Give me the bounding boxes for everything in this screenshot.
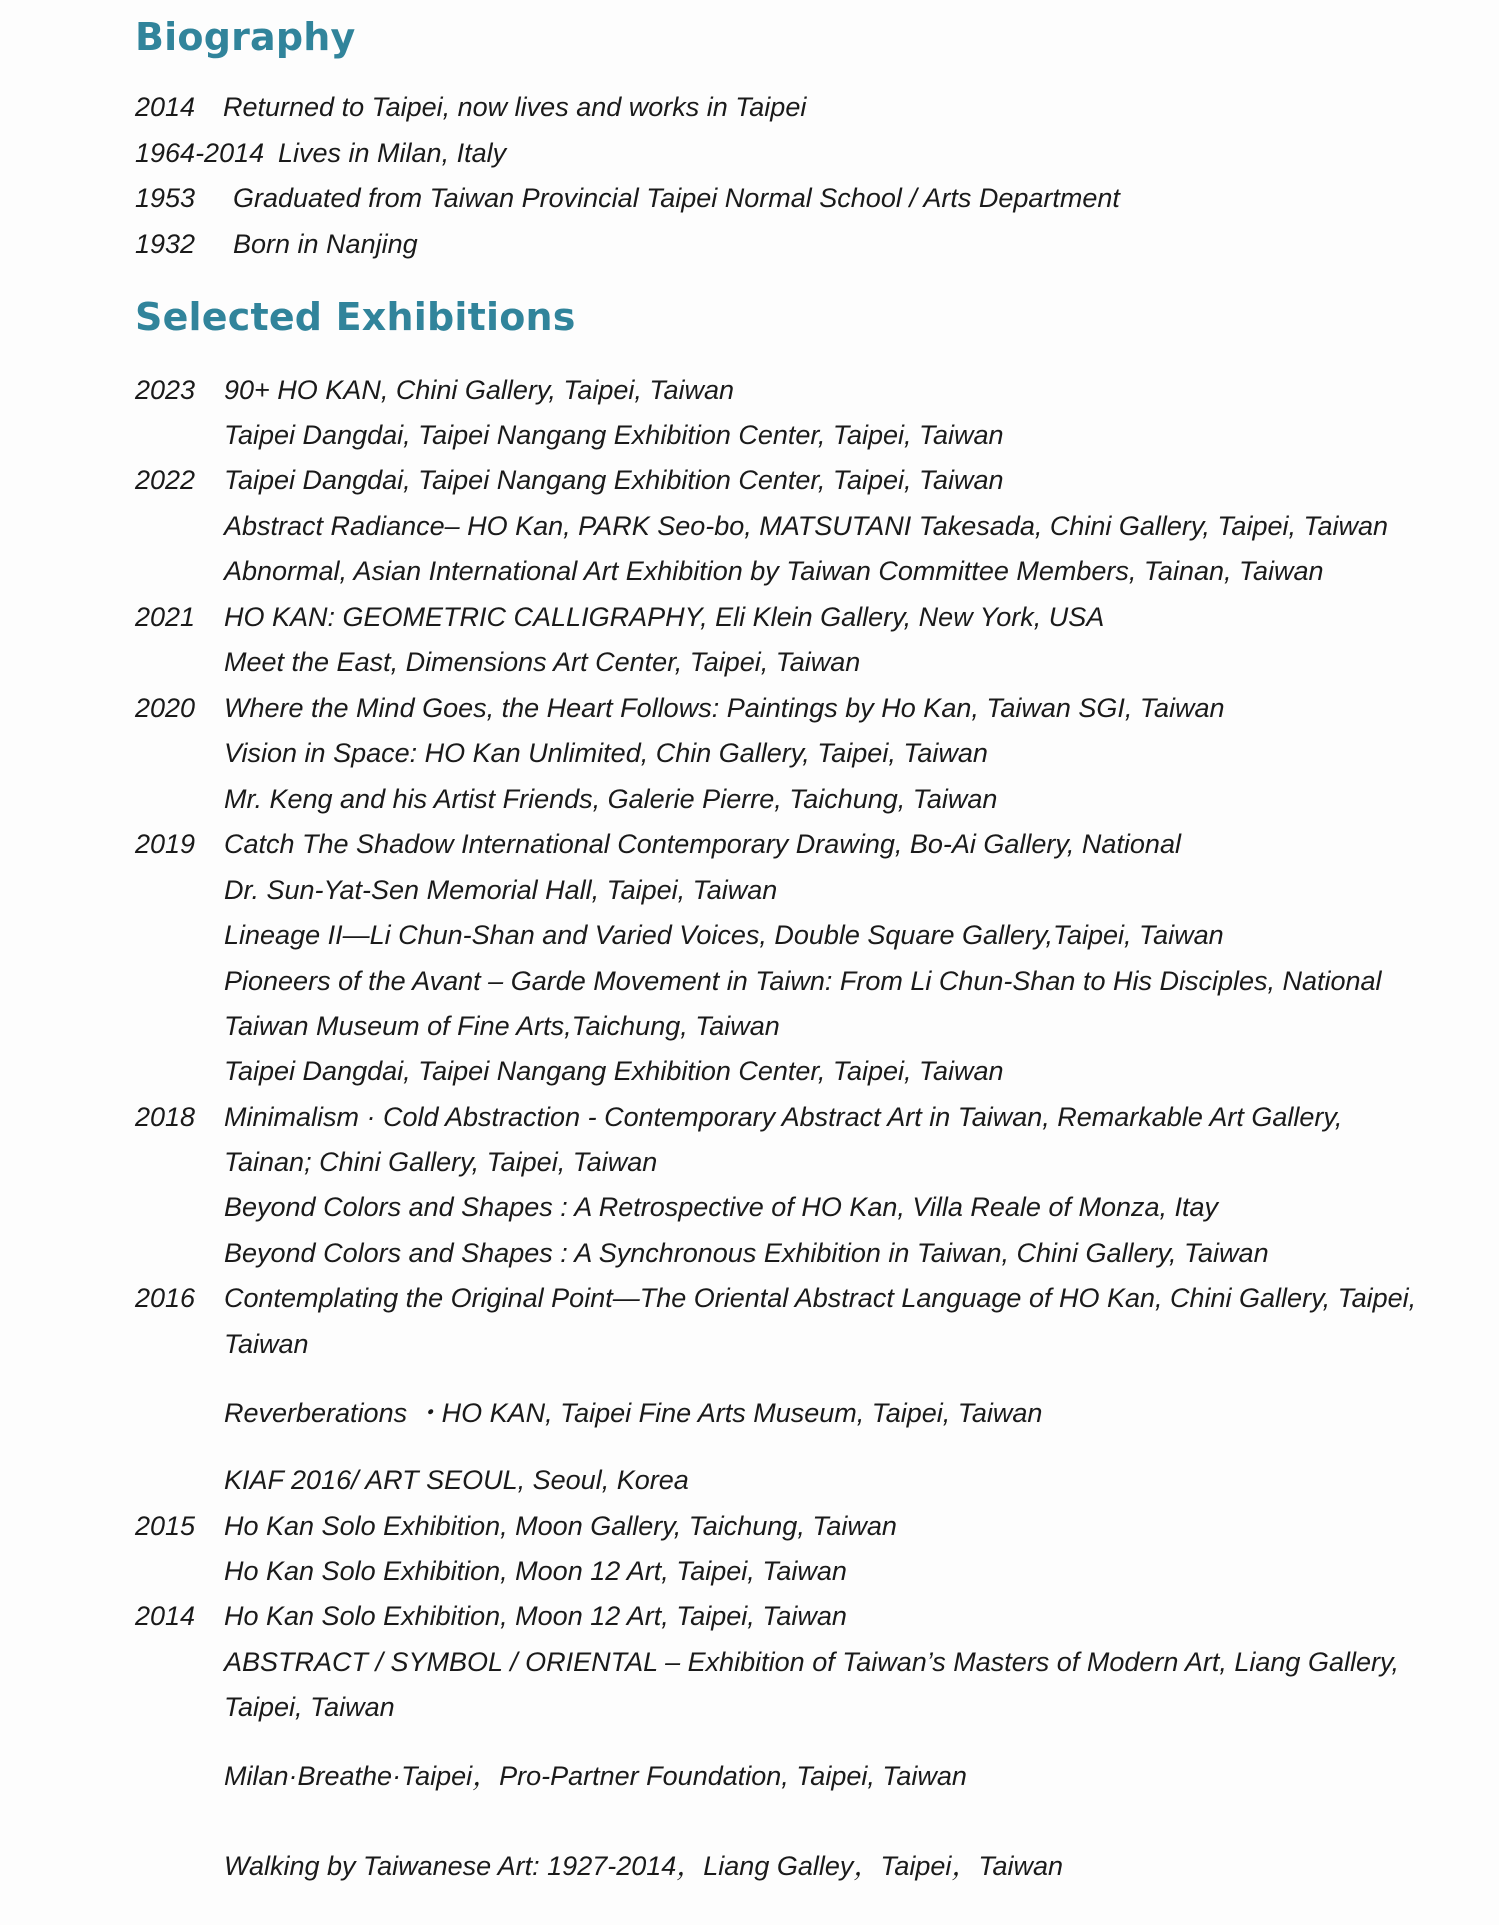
exh-line: Abnormal, Asian International Art Exhibition by Taiwan Committee Members, Tainan, Taiwan [224,556,1324,586]
exh-line: Catch The Shadow International Contemporary Drawing, Bo-Ai Gallery, National [224,829,1181,859]
biography-heading: Biography [135,15,356,59]
exh-line: Abstract Radiance– HO Kan, PARK Seo-bo, MATSUTANI Takesada, Chini Gallery, Taipei, Taiwan [224,511,1389,541]
exh-year: 2015 [135,1511,196,1541]
exh-line: Pioneers of the Avant – Garde Movement in Taiwn: From Li Chun-Shan to His Disciples, National [224,966,1382,996]
exh-line: Vision in Space: HO Kan Unlimited, Chin Gallery, Taipei, Taiwan [224,738,988,768]
exh-line: Tainan; Chini Gallery, Taipei, Taiwan [224,1147,658,1177]
bio-year: 1932 [135,229,196,259]
bio-year: 1953 [135,183,196,213]
exh-line: Lineage II—Li Chun-Shan and Varied Voices, Double Square Gallery,Taipei, Taiwan [224,920,1224,950]
exh-line: Taipei Dangdai, Taipei Nangang Exhibition Center, Taipei, Taiwan [224,420,1004,450]
exh-line: Ho Kan Solo Exhibition, Moon 12 Art, Taipei, Taiwan [224,1601,847,1631]
exh-year: 2018 [135,1102,196,1132]
exh-year: 2022 [135,465,196,495]
exh-line: Where the Mind Goes, the Heart Follows: Paintings by Ho Kan, Taiwan SGI, Taiwan [224,693,1225,723]
exh-line: Taiwan Museum of Fine Arts,Taichung, Taiwan [224,1011,780,1041]
exh-line: Minimalism · Cold Abstraction - Contemporary Abstract Art in Taiwan, Remarkable Art Gallery, [224,1102,1343,1132]
exh-line: Taipei, Taiwan [224,1692,395,1722]
bio-text: Born in Nanjing [233,229,418,259]
exh-year: 2019 [135,829,196,859]
exh-year: 2014 [135,1601,196,1631]
exh-line: Milan·Breathe·Taipei，Pro-Partner Foundation, Taipei, Taiwan [224,1761,967,1791]
exh-year: 2020 [135,693,196,723]
exh-line: Meet the East, Dimensions Art Center, Taipei, Taiwan [224,647,861,677]
exh-line: HO KAN: GEOMETRIC CALLIGRAPHY, Eli Klein Gallery, New York, USA [224,602,1105,632]
exh-line: Reverberations ・HO KAN, Taipei Fine Arts Museum, Taipei, Taiwan [224,1398,1043,1428]
bio-text: Returned to Taipei, now lives and works in Taipei [223,92,807,122]
exh-year: 2023 [135,375,196,405]
exh-line: Contemplating the Original Point—The Oriental Abstract Language of HO Kan, Chini Gallery, Taipei, [224,1283,1417,1313]
exh-year: 2016 [135,1283,196,1313]
exh-year: 2021 [135,602,196,632]
bio-text: Lives in Milan, Italy [278,138,507,168]
exh-line: Ho Kan Solo Exhibition, Moon 12 Art, Taipei, Taiwan [224,1556,847,1586]
exh-line: Mr. Keng and his Artist Friends, Galerie Pierre, Taichung, Taiwan [224,784,998,814]
exh-line: Taipei Dangdai, Taipei Nangang Exhibition Center, Taipei, Taiwan [224,1056,1004,1086]
exh-line: Ho Kan Solo Exhibition, Moon Gallery, Taichung, Taiwan [224,1511,897,1541]
bio-year: 1964-2014 [135,138,265,168]
exhibitions-heading: Selected Exhibitions [135,295,576,339]
bio-text: Graduated from Taiwan Provincial Taipei Normal School / Arts Department [233,183,1120,213]
exh-line: Taiwan [224,1329,309,1359]
exh-line: ABSTRACT / SYMBOL / ORIENTAL – Exhibition of Taiwan’s Masters of Modern Art, Liang Gallery, [224,1647,1399,1677]
exh-line: KIAF 2016/ ART SEOUL, Seoul, Korea [224,1465,689,1495]
exh-line: Taipei Dangdai, Taipei Nangang Exhibition Center, Taipei, Taiwan [224,465,1004,495]
exh-line: 90+ HO KAN, Chini Gallery, Taipei, Taiwan [224,375,734,405]
exh-line: Beyond Colors and Shapes : A Retrospective of HO Kan, Villa Reale of Monza, Itay [224,1192,1219,1222]
exh-line: Beyond Colors and Shapes : A Synchronous Exhibition in Taiwan, Chini Gallery, Taiwan [224,1238,1269,1268]
exh-line: Dr. Sun-Yat-Sen Memorial Hall, Taipei, Taiwan [224,875,778,905]
exh-line: Walking by Taiwanese Art: 1927-2014，Liang Galley，Taipei，Taiwan [224,1851,1063,1881]
bio-year: 2014 [135,92,196,122]
